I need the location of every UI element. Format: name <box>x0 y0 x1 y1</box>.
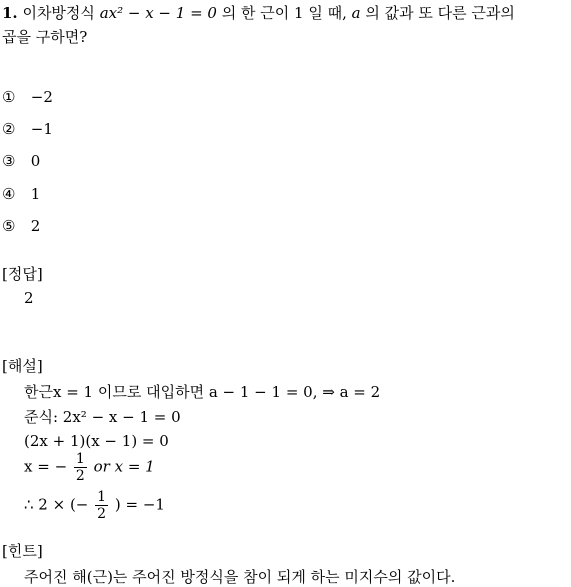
question-line-1 <box>2 2 515 23</box>
solution-label: [해설] <box>2 357 43 375</box>
choice-value: 1 <box>30 185 41 203</box>
fraction-denominator: 2 <box>75 468 85 484</box>
question-number: 1. <box>2 4 18 22</box>
question-variable: a <box>351 4 361 22</box>
question-text-prefix: 이차방정식 <box>22 4 95 22</box>
choice-3[interactable] <box>2 152 40 170</box>
choice-marker: ⑤ <box>2 217 16 235</box>
question-equation: ax² − x − 1 = 0 <box>99 4 217 22</box>
solution-line-4 <box>24 452 155 483</box>
choice-2[interactable] <box>2 120 53 138</box>
choice-marker: ① <box>2 88 16 106</box>
fraction-denominator: 2 <box>97 506 107 522</box>
solution-line-2: 준식: 2x² − x − 1 = 0 <box>24 408 181 426</box>
choice-marker: ④ <box>2 185 16 203</box>
choice-value: −2 <box>30 88 53 106</box>
solution-line-4-post: or x = 1 <box>93 457 155 476</box>
question-text-suffix: 의 한 근이 1 일 때, <box>221 4 347 22</box>
answer-value: 2 <box>24 289 34 307</box>
question-text-tail: 의 값과 또 다른 근과의 <box>365 4 515 22</box>
question-line-2: 곱을 구하면? <box>2 28 88 46</box>
fraction-numerator: 1 <box>75 451 85 467</box>
choice-marker: ② <box>2 120 16 138</box>
solution-line-5-post: ) = −1 <box>114 495 165 514</box>
fraction <box>95 490 108 521</box>
choice-value: 2 <box>30 217 41 235</box>
fraction-numerator: 1 <box>97 489 107 505</box>
choice-marker: ③ <box>2 152 16 170</box>
hint-label: [힌트] <box>2 542 43 560</box>
hint-text: 주어진 해(근)는 주어진 방정식을 참이 되게 하는 미지수의 값이다. <box>24 568 456 586</box>
solution-line-3: (2x + 1)(x − 1) = 0 <box>24 432 169 450</box>
choice-value: 0 <box>30 152 41 170</box>
choice-5[interactable] <box>2 217 40 235</box>
choice-4[interactable] <box>2 185 40 203</box>
answer-label: [정답] <box>2 265 43 283</box>
solution-line-4-pre: x = − <box>24 457 68 476</box>
choice-value: −1 <box>30 120 53 138</box>
solution-line-1: 한근x = 1 이므로 대입하면 a − 1 − 1 = 0, ⇒ a = 2 <box>24 383 381 401</box>
fraction <box>74 452 87 483</box>
choice-1[interactable] <box>2 88 53 106</box>
solution-line-5 <box>24 490 165 521</box>
solution-line-5-pre: ∴ 2 × (− <box>24 495 89 514</box>
